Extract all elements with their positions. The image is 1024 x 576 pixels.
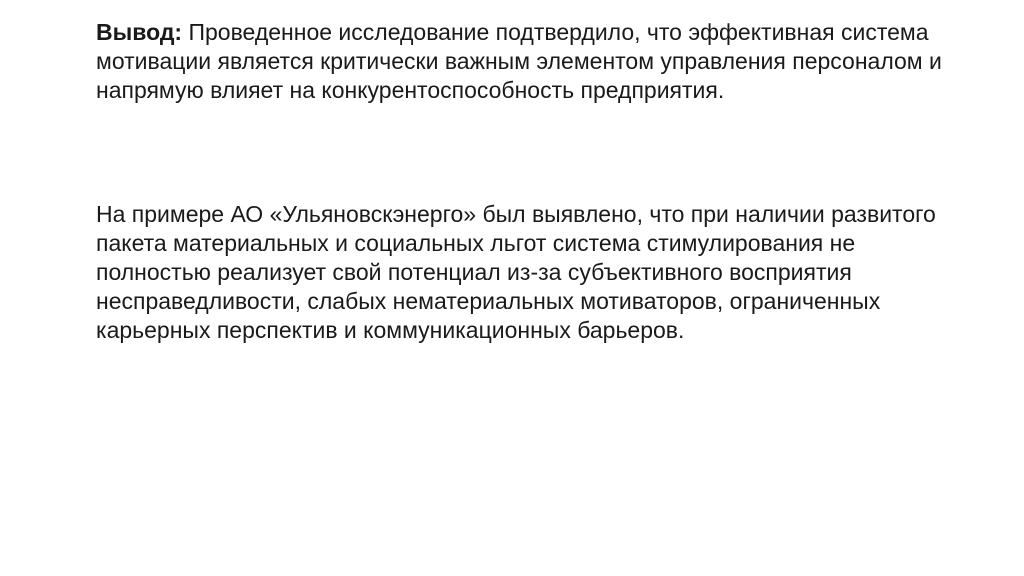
conclusion-paragraph (96, 18, 976, 105)
conclusion-lead: Вывод: (96, 19, 183, 45)
finding-paragraph: На примере АО «Ульяновскэнерго» был выявлено, что при наличии развитого пакета материальных и социальных льгот система стимулирования не полностью реализует свой потенциал из-за субъективного восприятия несправедливости, слабых нематериальных мотиваторов, ограниченных карьерных перспектив и коммуникационных барьеров. (96, 201, 936, 343)
conclusion-text: Проведенное исследование подтвердило, что эффективная система мотивации является критически важным элементом управления персоналом и напрямую влияет на конкурентоспособность предприятия. (96, 19, 942, 103)
